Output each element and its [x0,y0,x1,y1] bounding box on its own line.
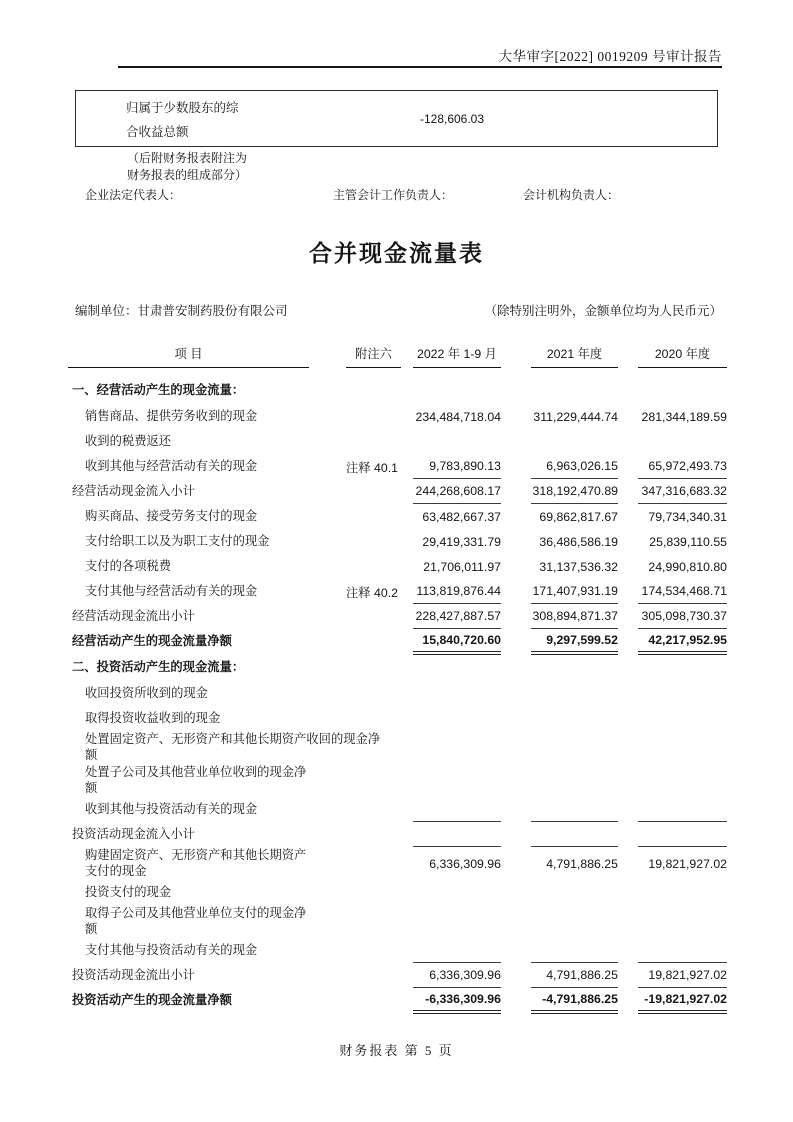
row-value-2020: 347,316,683.32 [638,479,727,504]
row-label: 取得子公司及其他营业单位支付的现金净 额 [85,906,307,936]
row-value-2021 [531,681,618,706]
table-row [68,847,727,880]
row-label: 处置固定资产、无形资产和其他长期资产收回的现金净 额 [85,732,381,762]
row-value-2020 [638,797,727,822]
row-value-2022: 6,336,309.96 [429,856,501,871]
row-note [346,378,401,404]
row-value-2022 [413,681,501,706]
report-number-header: 大华审字[2022] 0019209 号审计报告 [498,49,722,64]
row-note [346,706,401,731]
col-header-2022: 2022 年 1-9 月 [413,344,501,368]
table-row [68,579,727,604]
row-value-2021 [531,706,618,731]
row-value-2020 [638,655,727,681]
row-value-2022: -6,336,309.96 [413,988,501,1014]
row-value-2021 [531,880,618,905]
row-value-2022 [413,429,501,454]
table-row [68,905,727,938]
col-header-2020: 2020 年度 [638,344,727,368]
row-value-2021: 308,894,871.37 [531,604,618,629]
row-value-2021 [531,764,618,797]
table-body [68,378,727,1014]
row-value-2021 [531,731,618,764]
appendix-note-line1: （后附财务报表附注为 [127,151,248,165]
row-value-2021: 318,192,470.89 [531,479,618,504]
carryover-total-box [75,90,718,147]
row-label: 投资活动现金流出小计 [72,967,195,982]
table-row [68,479,727,504]
row-label: 收到的税费返还 [85,433,172,448]
row-value-2022: 63,482,667.37 [422,509,501,524]
row-value-2022 [413,905,501,938]
row-note [346,847,401,880]
currency-note: （除特别注明外，金额单位均为人民币元） [484,304,722,318]
row-value-2021: 171,407,931.19 [531,579,618,604]
row-value-2021 [531,429,618,454]
col-header-2021: 2021 年度 [531,344,618,368]
row-value-2020: 42,217,952.95 [638,629,727,655]
cash-flow-table [68,344,727,1014]
row-note [346,988,401,1014]
row-value-2020: 24,990,810.80 [648,559,727,574]
table-row [68,963,727,988]
row-value-2022: 9,783,890.13 [413,454,501,479]
row-note [346,479,401,504]
row-label: 收回投资所收到的现金 [85,685,208,700]
row-value-2022 [413,378,501,404]
row-label: 支付的各项税费 [85,558,172,573]
row-note [346,404,401,429]
row-value-2022 [413,655,501,681]
row-label: 取得投资收益收到的现金 [85,710,221,725]
row-value-2021 [531,822,618,847]
carryover-label-line1: 归属于少数股东的综 [126,101,239,115]
row-value-2022 [413,822,501,847]
table-row [68,655,727,681]
table-row [68,938,727,963]
row-value-2021: 4,791,886.25 [546,856,618,871]
table-row [68,404,727,429]
row-value-2021 [531,797,618,822]
row-value-2020: 281,344,189.59 [641,409,727,424]
row-value-2020 [638,731,727,764]
row-label: 投资活动现金流入小计 [72,826,195,841]
prepared-by-line [75,301,722,319]
table-row [68,629,727,655]
row-label: 购建固定资产、无形资产和其他长期资产 支付的现金 [85,848,307,878]
statement-title: 合并现金流量表 [309,240,484,266]
row-note [346,681,401,706]
row-label: 处置子公司及其他营业单位收到的现金净 额 [85,765,307,795]
row-value-2022 [413,938,501,963]
row-value-2021: 4,791,886.25 [531,963,618,988]
row-value-2020: 19,821,927.02 [638,963,727,988]
row-value-2021: 9,297,599.52 [531,629,618,655]
row-label: 收到其他与经营活动有关的现金 [85,458,258,473]
table-row [68,731,727,764]
row-note [346,529,401,554]
row-label: 支付给职工以及为职工支付的现金 [85,533,270,548]
row-value-2021: -4,791,886.25 [531,988,618,1014]
row-value-2020: 174,534,468.71 [638,579,727,604]
row-label: 经营活动现金流出小计 [72,608,195,623]
table-row [68,706,727,731]
row-value-2021 [531,378,618,404]
row-value-2020: -19,821,927.02 [638,988,727,1014]
row-value-2020: 65,972,493.73 [638,454,727,479]
row-value-2021: 36,486,586.19 [539,534,618,549]
row-value-2020 [638,429,727,454]
page-footer: 财务报表 第 5 页 [339,1043,454,1058]
row-value-2020 [638,905,727,938]
table-row [68,764,727,797]
row-label: 经营活动现金流入小计 [72,483,195,498]
row-label: 销售商品、提供劳务收到的现金 [85,408,258,423]
row-value-2021 [531,905,618,938]
row-note [346,429,401,454]
row-value-2022: 113,819,876.44 [413,579,501,604]
row-value-2022: 234,484,718.04 [415,409,501,424]
carryover-label-line2: 合收益总额 [126,125,189,139]
row-note [346,554,401,579]
row-label: 投资活动产生的现金流量净额 [72,993,232,1008]
row-note: 注释 40.1 [346,460,398,475]
row-note [346,504,401,529]
row-value-2020: 305,098,730.37 [638,604,727,629]
row-note [346,629,401,655]
row-value-2022: 29,419,331.79 [422,534,501,549]
row-value-2021: 311,229,444.74 [533,409,618,424]
col-header-note: 附注六 [346,344,401,368]
appendix-note-line2: 财务报表的组成部分） [127,167,248,182]
row-value-2020: 25,839,110.55 [649,534,727,549]
table-row [68,880,727,905]
row-value-2022: 15,840,720.60 [413,629,501,655]
prepared-by: 编制单位：甘肃普安制药股份有限公司 [75,304,288,318]
table-row [68,454,727,479]
row-value-2022: 6,336,309.96 [413,963,501,988]
row-note [346,963,401,988]
appendix-note [127,150,247,183]
row-value-2020: 19,821,927.02 [648,856,727,871]
row-value-2022 [413,731,501,764]
row-label: 一、经营活动产生的现金流量： [72,383,245,398]
row-value-2022 [413,764,501,797]
row-value-2020 [638,706,727,731]
row-value-2022 [413,706,501,731]
row-value-2021: 69,862,817.67 [539,509,618,524]
row-label: 购买商品、接受劳务支付的现金 [85,508,258,523]
col-header-item: 项 目 [68,344,309,368]
row-value-2021: 6,963,026.15 [531,454,618,479]
row-value-2022: 21,706,011.97 [423,559,501,574]
row-value-2020 [638,681,727,706]
table-row [68,988,727,1014]
row-label: 收到其他与投资活动有关的现金 [85,801,258,816]
row-note [346,764,401,797]
row-value-2021 [531,938,618,963]
row-value-2021: 31,137,536.32 [539,559,618,574]
row-note [346,905,401,938]
row-note: 注释 40.2 [346,585,398,600]
table-header-row [68,344,727,368]
row-value-2020 [638,938,727,963]
row-note [346,822,401,847]
row-value-2020 [638,764,727,797]
row-value-2020 [638,822,727,847]
carryover-value: -128,606.03 [419,111,485,126]
table-row [68,554,727,579]
table-row [68,529,727,554]
row-label: 二、投资活动产生的现金流量： [72,660,245,675]
row-label: 支付其他与投资活动有关的现金 [85,942,258,957]
row-note [346,880,401,905]
table-row [68,429,727,454]
row-label: 经营活动产生的现金流量净额 [72,634,232,649]
table-row [68,822,727,847]
table-row [68,797,727,822]
row-value-2022 [413,880,501,905]
header-rule [118,66,722,68]
table-row [68,378,727,404]
row-label: 投资支付的现金 [85,884,172,899]
accounting-supervisor-label: 主管会计工作负责人： [333,188,454,202]
row-note [346,797,401,822]
accounting-head-label: 会计机构负责人： [523,188,620,202]
row-value-2020: 79,734,340.31 [648,509,727,524]
row-label: 支付其他与经营活动有关的现金 [85,583,258,598]
row-note [346,938,401,963]
row-value-2020 [638,378,727,404]
row-value-2022 [413,797,501,822]
legal-representative-label: 企业法定代表人： [85,188,182,202]
row-value-2022: 244,268,608.17 [413,479,501,504]
table-row [68,504,727,529]
row-note [346,604,401,629]
row-value-2022: 228,427,887.57 [413,604,501,629]
row-value-2020 [638,880,727,905]
table-row [68,604,727,629]
row-value-2021 [531,655,618,681]
carryover-label [126,96,239,144]
row-note [346,655,401,681]
row-note [346,731,401,764]
table-row [68,681,727,706]
